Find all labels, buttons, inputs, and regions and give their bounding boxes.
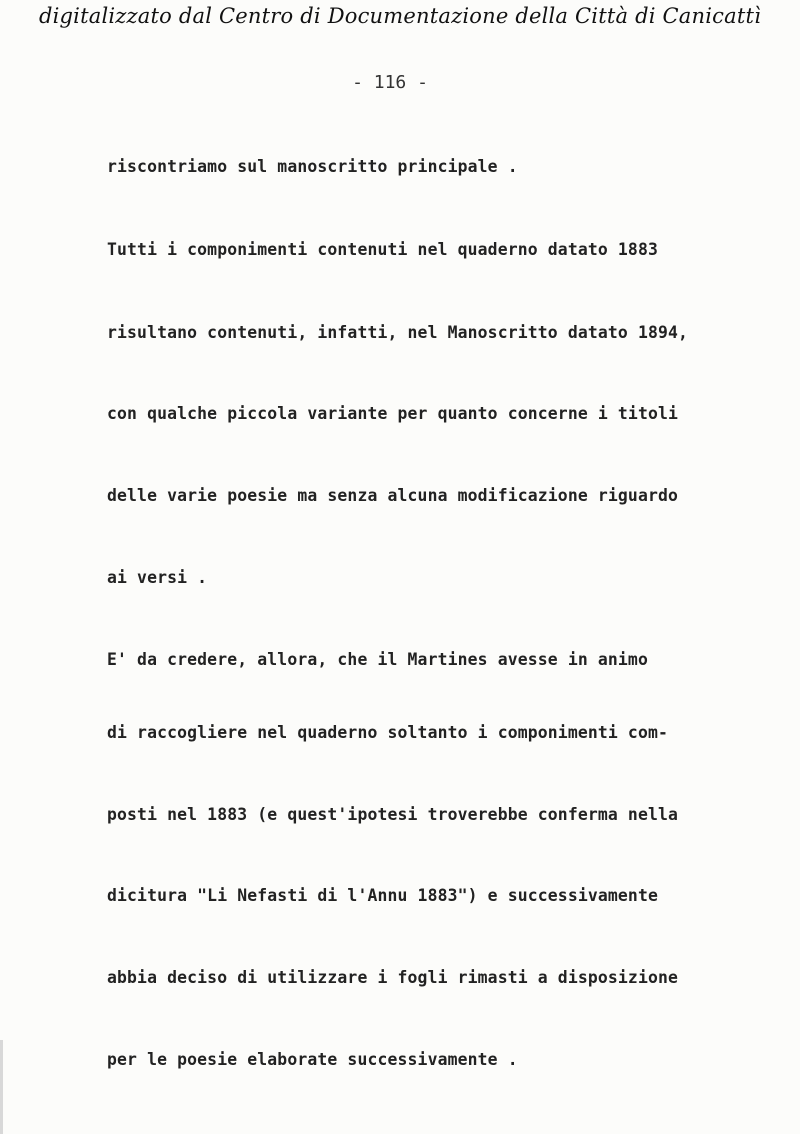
text-line: riscontriamo sul manoscritto principale .	[107, 157, 518, 176]
text-line: dicitura "Li Nefasti di l'Annu 1883") e successivamente	[107, 886, 658, 905]
text-line: delle varie poesie ma senza alcuna modificazione riguardo	[107, 486, 679, 505]
scan-edge-shadow	[0, 1040, 3, 1134]
text-line: abbia deciso di utilizzare i fogli rimasti a disposizione	[107, 968, 679, 987]
text-line: per le poesie elaborate successivamente .	[107, 1050, 518, 1069]
text-line: risultano contenuti, infatti, nel Manoscritto datato 1894,	[107, 323, 689, 342]
text-line: E' da credere, allora, che il Martines avesse in animo	[107, 650, 648, 669]
text-line: ai versi .	[107, 568, 208, 587]
text-line: di raccogliere nel quaderno soltanto i componimenti com-	[107, 723, 669, 742]
text-line: posti nel 1883 (e quest'ipotesi troverebbe conferma nella	[107, 805, 679, 824]
page-number: - 116 -	[352, 72, 428, 93]
text-line: Tutti i componimenti contenuti nel quaderno datato 1883	[107, 240, 658, 259]
digitization-stamp: digitalizzato dal Centro di Documentazione della Città di Canicattì	[38, 4, 762, 28]
text-line: con qualche piccola variante per quanto concerne i titoli	[107, 404, 679, 423]
